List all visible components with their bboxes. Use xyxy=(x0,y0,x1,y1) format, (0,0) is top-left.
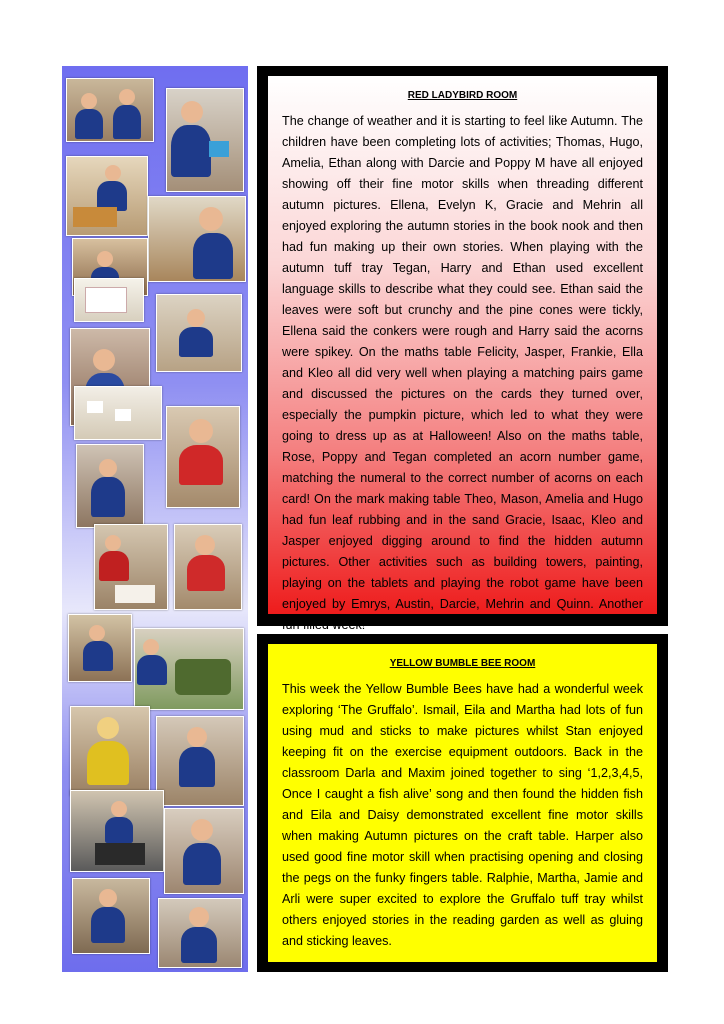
photo-child-garden xyxy=(72,878,150,954)
photo-child-yellow-cardigan xyxy=(70,706,150,796)
photo-gruffalo-tray xyxy=(134,628,244,710)
photo-leaf-rubbing xyxy=(94,524,168,610)
photo-children-cards xyxy=(66,78,154,142)
photo-child-red-apron xyxy=(166,406,240,508)
yellow-bumble-bee-title: YELLOW BUMBLE BEE ROOM xyxy=(389,658,536,669)
yellow-bumble-bee-panel xyxy=(257,634,668,972)
photo-child-game xyxy=(156,294,242,372)
photo-cards-table xyxy=(74,278,144,322)
photo-children-classroom xyxy=(68,614,132,682)
red-ladybird-body: The change of weather and it is starting to feel like Autumn. The children have been completing lots of activities; Thomas, Hugo, Amelia, Ethan along with Darcie and Poppy M have all enjoyed showing off their fine motor skills when threading different autumn pictures. Ellena, Evelyn K, Gracie and Mehrin all enjoyed exploring the autumn stories in the book nook and then had fun making up their own stories. When playing with the autumn tuff tray Tegan, Harry and Ethan used excellent language skills to describe what they could see. Ethan said the leaves were soft but crunchy and the pine cones were tickly, Ellena said the conkers were rough and Harry said the acorns were spikey. On the maths table Felicity, Jasper, Frankie, Ella and Kleo all did very well when playing a matching pairs game and discussed the pictures on the cards they turned over, especially the pumpkin picture, which led to what they were going to dress up as at Halloween! Also on the maths table, Rose, Poppy and Tegan completed an acorn number game, matching the numeral to the correct number of acorns on each card! On the mark making table Theo, Mason, Amelia and Hugo had fun leaf rubbing and in the sand Gracie, Isaac, Kleo and Jasper enjoyed digging around to find the hidden autumn pictures. Other activities such as building towers, painting, playing on the tablets and playing the robot game have been enjoyed by Emrys, Austin, Darcie, Mehrin and Quinn. Another fun filled week! xyxy=(282,114,643,632)
photo-child-book xyxy=(158,898,242,968)
photo-child-threading xyxy=(66,156,148,236)
photo-child-painting xyxy=(76,444,144,528)
red-ladybird-title: RED LADYBIRD ROOM xyxy=(407,90,518,101)
photo-matching-cards xyxy=(74,386,162,440)
yellow-bumble-bee-content xyxy=(268,644,657,962)
photo-child-reaching xyxy=(148,196,246,282)
photo-child-cards xyxy=(164,808,244,894)
photo-children-tuff-tray xyxy=(70,790,164,872)
red-ladybird-content xyxy=(268,76,657,632)
photo-child-pegs xyxy=(156,716,244,806)
photo-child-red-table xyxy=(174,524,242,610)
photo-collage xyxy=(62,66,248,972)
yellow-bumble-bee-body: This week the Yellow Bumble Bees have had a wonderful week exploring ‘The Gruffalo’. Ismail, Eila and Martha had lots of fun using mud and sticks to make pictures whilst Stan enjoyed keeping fit on the exercise equipment outdoors. Back in the classroom Darla and Maxim joined together to sing ‘1,2,3,4,5, Once I caught a fish alive’ song and then found the hidden fish and Eila and Daisy demonstrated excellent fine motor skills when making Autumn pictures on the craft table. Harper also used good fine motor skill when practising opening and closing the pegs on the funky fingers table. Ralphie, Martha, Jamie and Arli were super excited to explore the Gruffalo tuff tray whilst others enjoyed stories in the reading garden as well as gluing and sticking leaves. xyxy=(282,682,643,948)
photo-child-tablet xyxy=(166,88,244,192)
red-ladybird-panel xyxy=(257,66,668,632)
